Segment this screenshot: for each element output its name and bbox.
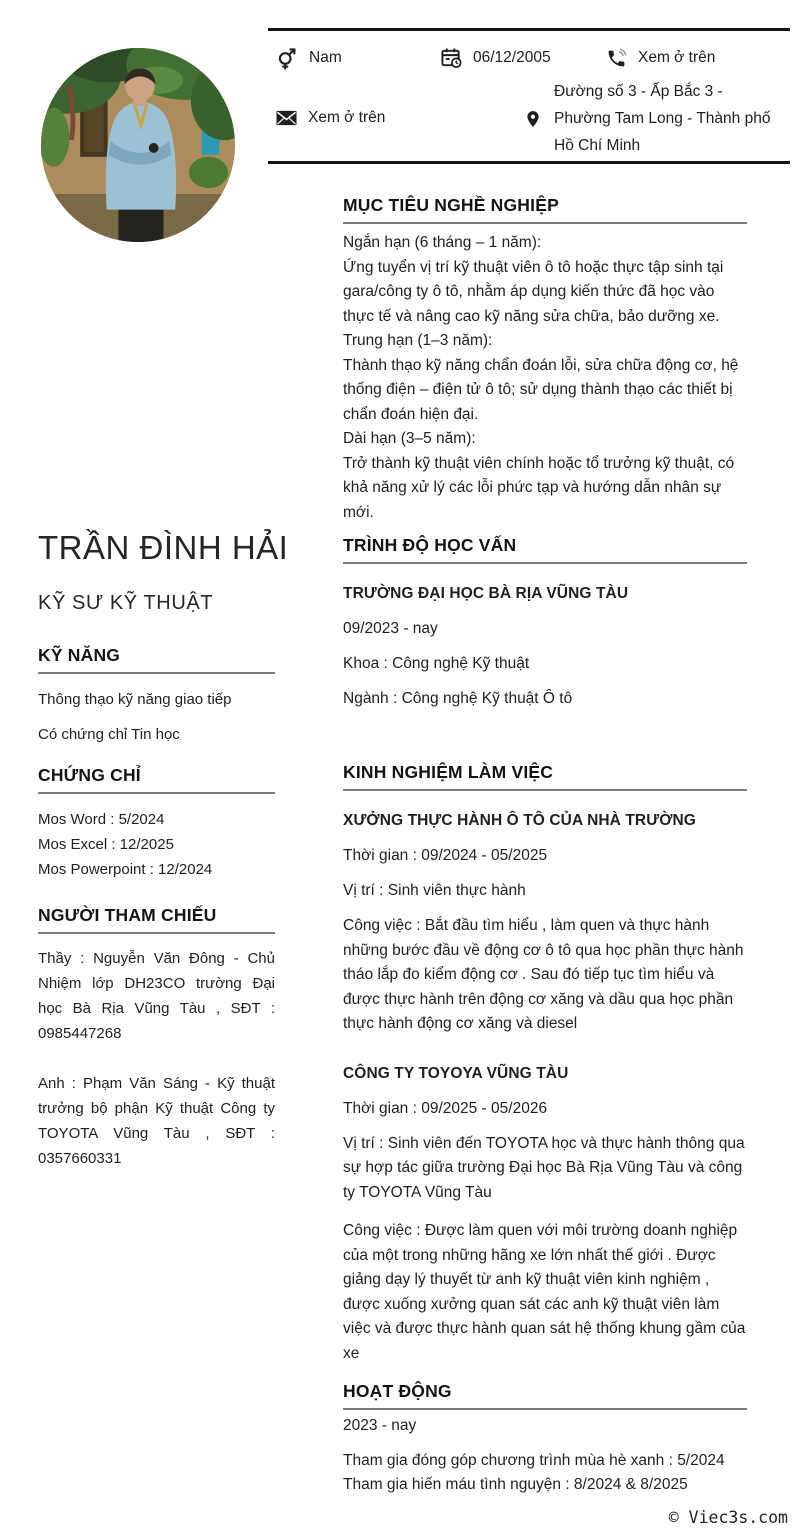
certificates-heading: CHỨNG CHỈ bbox=[38, 765, 275, 794]
job-period: Thời gian : 09/2025 - 05/2026 bbox=[343, 1099, 548, 1117]
email-value: Xem ở trên bbox=[308, 109, 386, 126]
job-period: Thời gian : 09/2024 - 05/2025 bbox=[343, 847, 548, 864]
activity-item: Tham gia hiến máu tình nguyện : 8/2024 & 8/2025 bbox=[343, 1475, 688, 1493]
section-objective bbox=[343, 195, 747, 525]
activity-item: Tham gia đóng góp chương trình mùa hè xanh : 5/2024 bbox=[343, 1452, 725, 1469]
birthdate-value: 06/12/2005 bbox=[473, 49, 551, 66]
email-field bbox=[276, 107, 385, 129]
objective-line: Ngắn hạn (6 tháng – 1 năm): bbox=[343, 234, 542, 251]
skills-heading: KỸ NĂNG bbox=[38, 645, 275, 674]
site-credit: © Viec3s.com bbox=[668, 1508, 788, 1527]
section-activities bbox=[343, 1381, 747, 1496]
section-skills bbox=[38, 645, 275, 744]
address-field bbox=[522, 78, 780, 159]
job-description: Công việc : Được làm quen với môi trường doanh nghiệp của một trong những hãng xe lớn nhất thế giới . Được giảng dạy lý thuyết từ anh kỹ thuật viên kinh nghiệm , được xuống xưởng quan sát các anh kỹ thuật viên làm việc và được thực hành quan sát hệ thống khung gầm của xe bbox=[343, 1222, 746, 1362]
certificate-item: Mos Excel : 12/2025 bbox=[38, 836, 174, 853]
job-position: Vị trí : Sinh viên đến TOYOTA học và thực hành thông qua sự hợp tác giữa trường Đại học Bà Rịa Vũng Tàu và công ty TOYOTA Vũng Tàu bbox=[343, 1134, 745, 1201]
skill-item: Có chứng chỉ Tin học bbox=[38, 726, 180, 743]
objective-line: Trung hạn (1–3 năm): bbox=[343, 332, 493, 349]
phone-value: Xem ở trên bbox=[638, 49, 716, 66]
activities-heading: HOẠT ĐỘNG bbox=[343, 1381, 747, 1410]
certificate-item: Mos Word : 5/2024 bbox=[38, 811, 165, 828]
skill-item: Thông thạo kỹ năng giao tiếp bbox=[38, 691, 232, 708]
objective-line: Thành thạo kỹ năng chẩn đoán lỗi, sửa chữa động cơ, hệ thống điện – điện tử ô tô; sử dụng thành thạo các thiết bị chẩn đoán hiện đại. bbox=[343, 356, 739, 423]
objective-line: Ứng tuyển vị trí kỹ thuật viên ô tô hoặc thực tập sinh tại gara/công ty ô tô, nhằm áp dụng kiến thức đã học vào thực tế và nâng cao kỹ năng sửa chữa, bảo dưỡng xe. bbox=[343, 258, 724, 325]
education-faculty: Khoa : Công nghệ Kỹ thuật bbox=[343, 655, 530, 672]
calendar-clock-icon bbox=[441, 47, 462, 69]
candidate-title: KỸ SƯ KỸ THUẬT bbox=[38, 592, 214, 614]
section-references bbox=[38, 905, 275, 1171]
activities-period: 2023 - nay bbox=[343, 1417, 417, 1434]
candidate-name: TRẦN ĐÌNH HẢI bbox=[38, 529, 289, 566]
objective-heading: MỤC TIÊU NGHỀ NGHIỆP bbox=[343, 195, 747, 224]
references-list bbox=[38, 946, 275, 1171]
portrait-photo-illustration bbox=[40, 47, 236, 243]
education-period: 09/2023 - nay bbox=[343, 620, 438, 637]
experience-heading: KINH NGHIỆM LÀM VIỆC bbox=[343, 762, 747, 791]
education-heading: TRÌNH ĐỘ HỌC VẤN bbox=[343, 535, 747, 564]
certificates-list bbox=[38, 807, 275, 882]
section-certificates bbox=[38, 765, 275, 882]
education-major: Ngành : Công nghệ Kỹ thuật Ô tô bbox=[343, 690, 573, 707]
avatar bbox=[40, 47, 236, 243]
job-position: Vị trí : Sinh viên thực hành bbox=[343, 882, 526, 899]
birthdate-field bbox=[441, 47, 551, 69]
gender-field bbox=[277, 47, 342, 69]
objective-line: Trở thành kỹ thuật viên chính hoặc tổ trưởng kỹ thuật, có khả năng xử lý các lỗi phức tạp và hướng dẫn nhân sự mới. bbox=[343, 454, 735, 521]
address-value: Đường số 3 - Ấp Bắc 3 - Phường Tam Long - Thành phố Hồ Chí Minh bbox=[554, 83, 771, 154]
objective-body bbox=[343, 231, 747, 525]
map-pin-icon bbox=[522, 108, 543, 130]
contact-header bbox=[268, 28, 790, 164]
envelope-icon bbox=[276, 107, 297, 129]
education-school: TRƯỜNG ĐẠI HỌC BÀ RỊA VŨNG TÀU bbox=[343, 585, 629, 602]
section-education bbox=[343, 535, 747, 708]
phone-field bbox=[606, 47, 715, 69]
job-name: CÔNG TY TOYOYA VŨNG TÀU bbox=[343, 1064, 569, 1082]
gender-icon bbox=[277, 47, 298, 69]
experience-job bbox=[343, 1064, 747, 1367]
gender-value: Nam bbox=[309, 49, 342, 66]
reference-item: Anh : Phạm Văn Sáng - Kỹ thuật trưởng bộ phận Kỹ thuật Công ty TOYOTA Vũng Tàu , SĐT : 0357660331 bbox=[38, 1075, 275, 1167]
section-experience bbox=[343, 762, 747, 1366]
job-description: Công việc : Bắt đầu tìm hiểu , làm quen và thực hành những bước đầu về động cơ ô tô qua học phần thực hành tháo lắp đo kiểm động cơ . Sau đó tiếp tục tìm hiểu và được thực hành trên động cơ xăng và dầu qua học phần thực hành động cơ xăng và diesel bbox=[343, 917, 744, 1032]
phone-icon bbox=[606, 47, 627, 69]
activities-list bbox=[343, 1449, 747, 1496]
experience-job bbox=[343, 811, 747, 1037]
reference-item: Thầy : Nguyễn Văn Đông - Chủ Nhiệm lớp DH23CO trường Đại học Bà Rịa Vũng Tàu , SĐT : 0985447268 bbox=[38, 950, 275, 1042]
job-name: XƯỞNG THỰC HÀNH Ô TÔ CỦA NHÀ TRƯỜNG bbox=[343, 812, 696, 829]
objective-line: Dài hạn (3–5 năm): bbox=[343, 430, 476, 447]
certificate-item: Mos Powerpoint : 12/2024 bbox=[38, 861, 213, 878]
references-heading: NGƯỜI THAM CHIẾU bbox=[38, 905, 275, 934]
